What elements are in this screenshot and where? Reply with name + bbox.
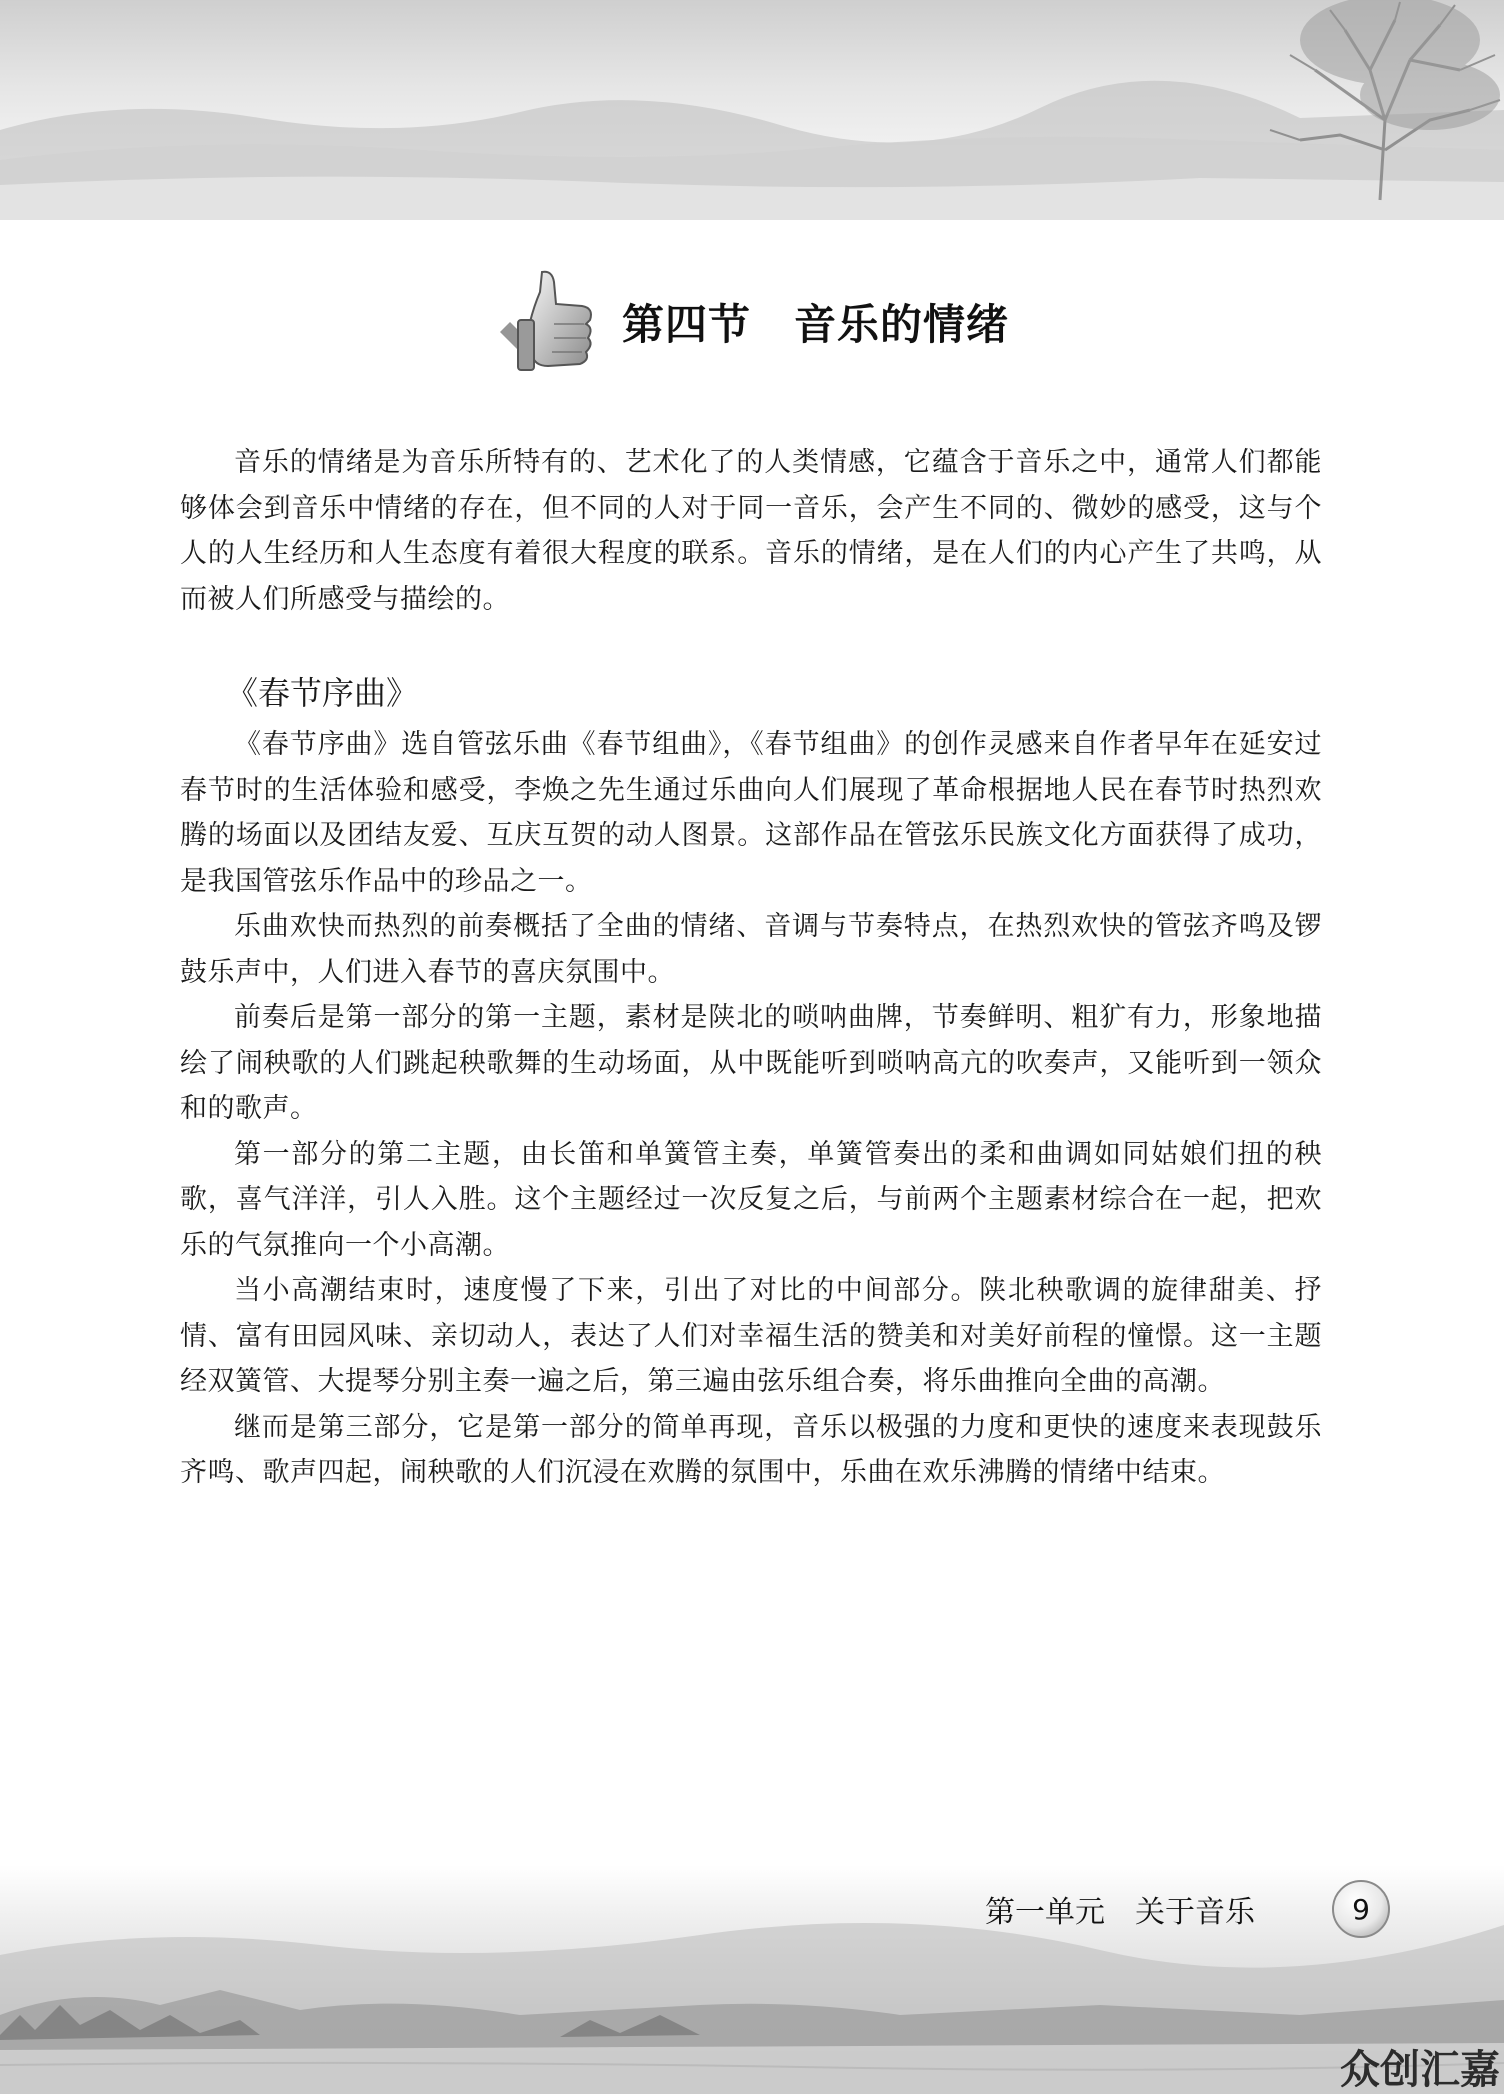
thumbs-up-hand-icon <box>490 262 610 382</box>
piece-heading: 《春节序曲》 <box>226 674 419 712</box>
intro-paragraph: 音乐的情绪是为音乐所特有的、艺术化了的人类情感，它蕴含于音乐之中，通常人们都能够体会到音乐中情绪的存在，但不同的人对于同一音乐，会产生不同的、微妙的感受，这与个人的人生经历和人生态度有着很大程度的联系。音乐的情绪，是在人们的内心产生了共鸣，从而被人们所感受与描绘的。 <box>180 447 1322 615</box>
watermark-logo: 众创汇嘉 <box>1340 2047 1500 2093</box>
lakeside-landscape-illustration <box>0 1865 1504 2094</box>
page-number-badge <box>1332 1880 1390 1938</box>
page-number: 9 <box>1352 1892 1370 1926</box>
body-paragraph: 《春节序曲》选自管弦乐曲《春节组曲》，《春节组曲》的创作灵感来自作者早年在延安过春节时的生活体验和感受，李焕之先生通过乐曲向人们展现了革命根据地人民在春节时热烈欢腾的场面以及团结友爱、互庆互贺的动人图景。这部作品在管弦乐民族文化方面获得了成功，是我国管弦乐作品中的珍品之一。 <box>180 729 1322 897</box>
misty-mountain-tree-illustration <box>0 0 1504 220</box>
section-header <box>490 262 1050 382</box>
body-paragraph: 前奏后是第一部分的第一主题，素材是陕北的唢呐曲牌，节奏鲜明、粗犷有力，形象地描绘了闹秧歌的人们跳起秧歌舞的生动场面，从中既能听到唢呐高亢的吹奏声，又能听到一领众和的歌声。 <box>180 1002 1322 1124</box>
body-paragraph: 第一部分的第二主题，由长笛和单簧管主奏，单簧管奏出的柔和曲调如同姑娘们扭的秧歌，喜气洋洋，引人入胜。这个主题经过一次反复之后，与前两个主题素材综合在一起，把欢乐的气氛推向一个小高潮。 <box>180 1138 1322 1261</box>
body-paragraph: 当小高潮结束时，速度慢了下来，引出了对比的中间部分。陕北秧歌调的旋律甜美、抒情、富有田园风味、亲切动人，表达了人们对幸福生活的赞美和对美好前程的憧憬。这一主题经双簧管、大提琴分别主奏一遍之后，第三遍由弦乐组合奏，将乐曲推向全曲的高潮。 <box>180 1275 1322 1397</box>
body-paragraph: 乐曲欢快而热烈的前奏概括了全曲的情绪、音调与节奏特点，在热烈欢快的管弦齐鸣及锣鼓乐声中，人们进入春节的喜庆氛围中。 <box>180 911 1322 988</box>
header-landscape-banner <box>0 0 1504 220</box>
section-title: 第四节 音乐的情绪 <box>622 300 1010 349</box>
footer-unit-label: 第一单元 关于音乐 <box>985 1895 1255 1930</box>
main-content <box>180 440 1322 1496</box>
footer-landscape-banner <box>0 1865 1504 2094</box>
body-paragraph: 继而是第三部分，它是第一部分的简单再现，音乐以极强的力度和更快的速度来表现鼓乐齐鸣、歌声四起，闹秧歌的人们沉浸在欢腾的氛围中，乐曲在欢乐沸腾的情绪中结束。 <box>180 1411 1322 1488</box>
